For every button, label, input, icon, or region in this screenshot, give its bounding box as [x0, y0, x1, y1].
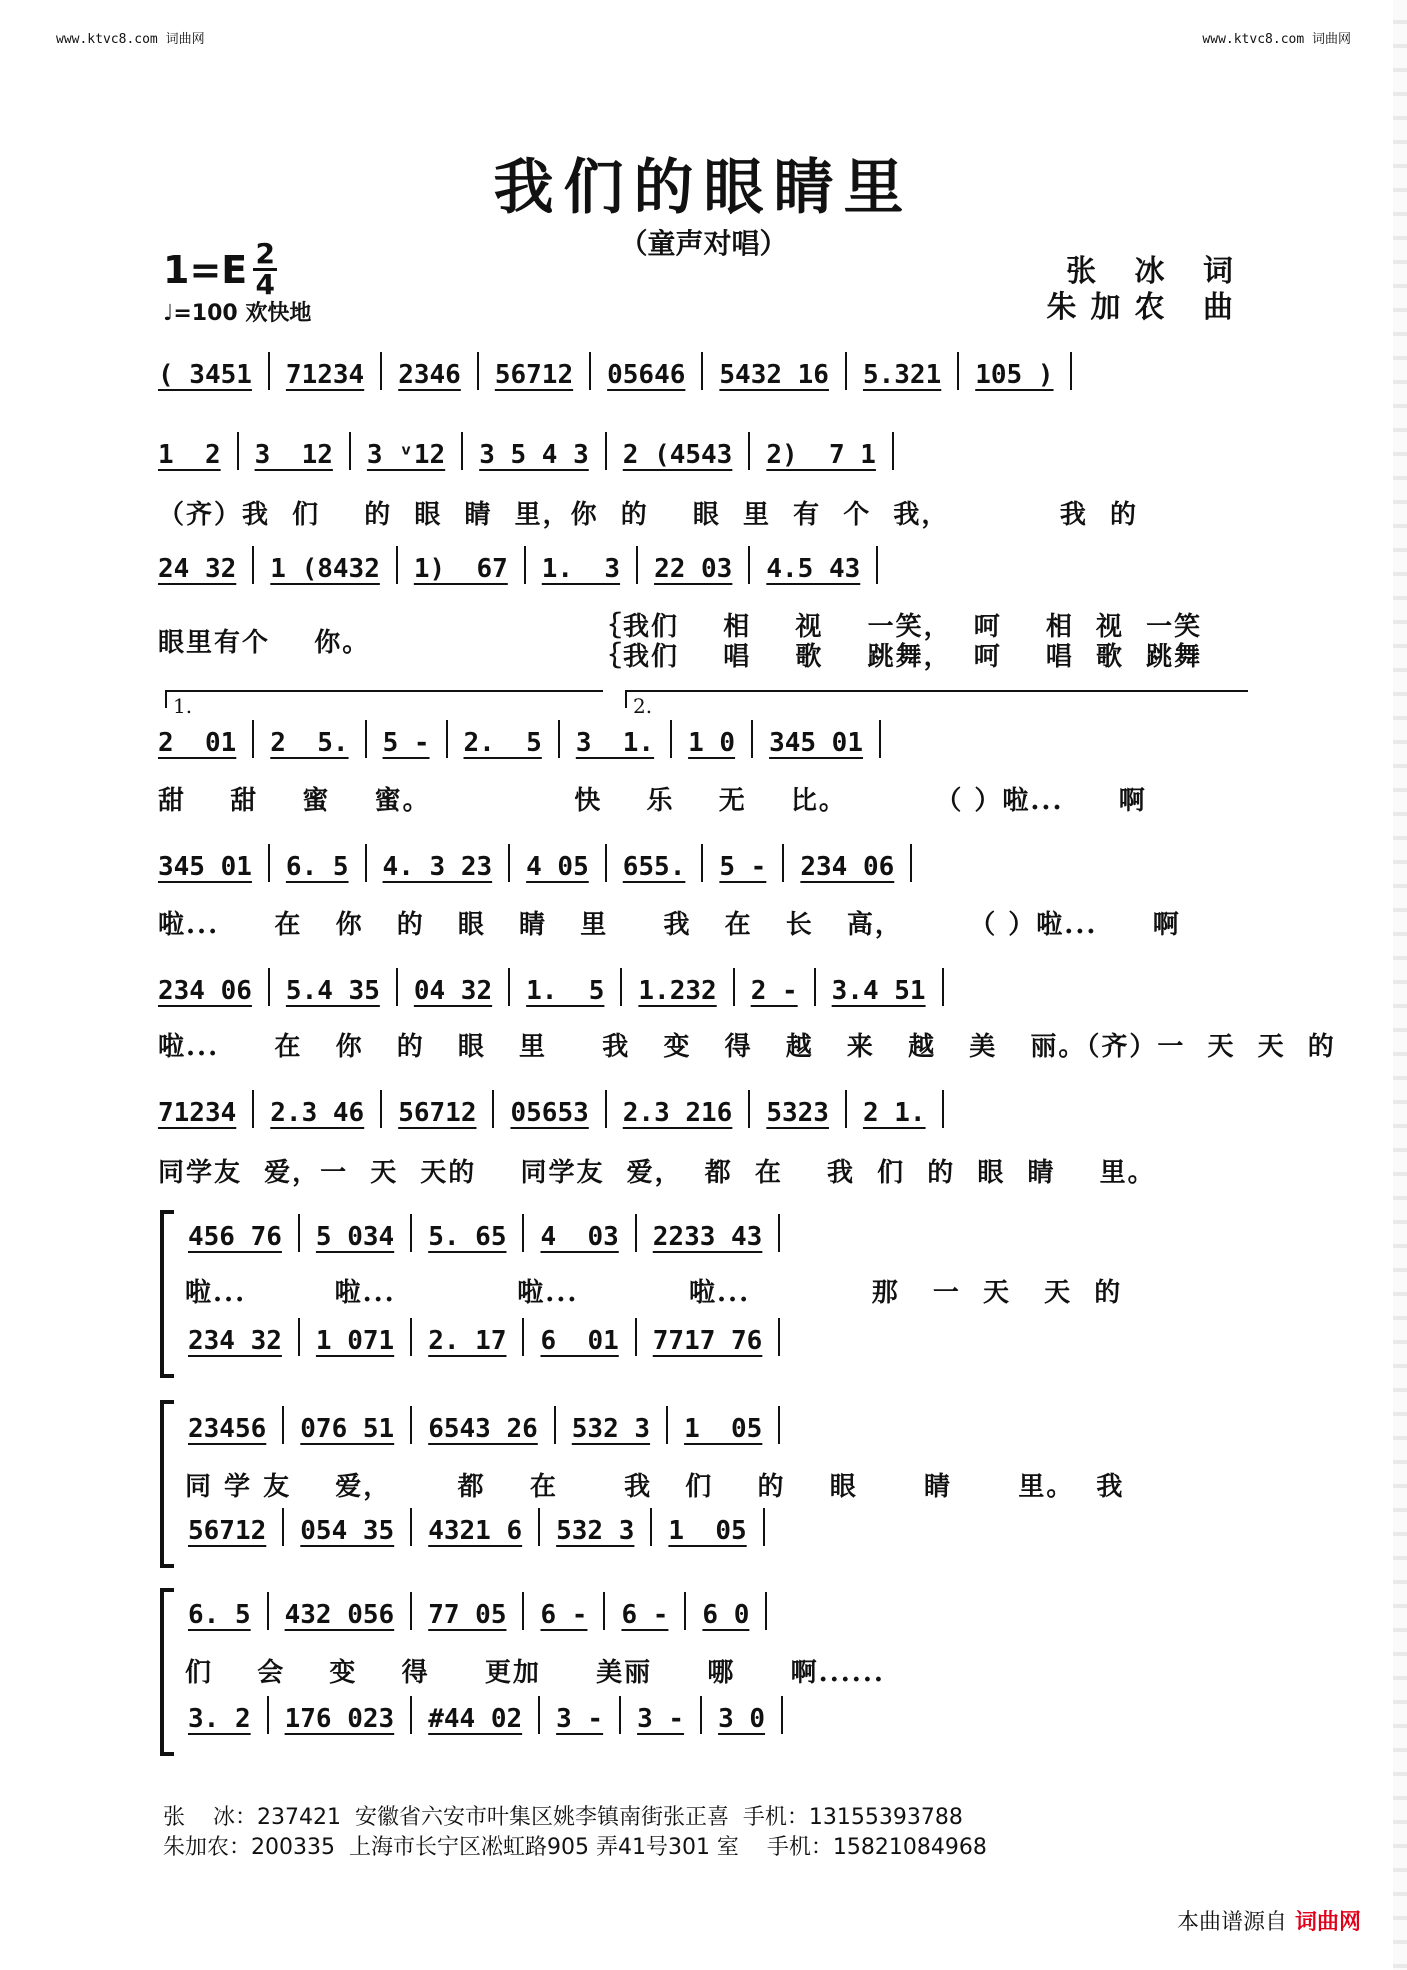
- measure: 2. 17: [428, 1326, 507, 1356]
- measure: 2 5.: [270, 728, 349, 758]
- volta-first-ending: 1.: [165, 690, 603, 708]
- barline: [477, 352, 479, 390]
- measure: 3.4 51: [831, 976, 926, 1006]
- measure: 56712: [398, 1098, 477, 1128]
- barline: [733, 968, 735, 1006]
- lyric-line: 啦... 在 你 的 眼 里 我 变 得 越 来 越 美 丽。（齐）一 天 天 的: [158, 1032, 1336, 1062]
- key-signature: [163, 237, 277, 301]
- measure: 3. 2: [188, 1704, 251, 1734]
- barline: [748, 1090, 750, 1128]
- footer-source-text: 本曲谱源自: [1176, 1910, 1287, 1935]
- key-label: 1=E: [163, 247, 248, 292]
- lyric-line: ｛我们 唱 歌 跳舞， 呵 唱 歌 跳舞: [595, 642, 1203, 672]
- measure: 1 071: [315, 1326, 395, 1356]
- barline: [522, 1318, 524, 1356]
- barline: [684, 1592, 686, 1630]
- barline: [876, 546, 878, 584]
- barline: [558, 720, 560, 758]
- notation-row: [158, 968, 1252, 1006]
- barline: [282, 1406, 284, 1444]
- measure: 1) 67: [413, 554, 508, 584]
- barline: [781, 1696, 783, 1734]
- barline: [670, 720, 672, 758]
- barline: [267, 1696, 269, 1734]
- measure: 1 0: [688, 728, 736, 758]
- measure: 234 06: [158, 976, 252, 1006]
- footer-brand: 词曲网: [1294, 1910, 1361, 1935]
- measure: 71234: [158, 1098, 237, 1128]
- notation-row: [158, 720, 1252, 758]
- measure: 2.3 216: [622, 1098, 733, 1128]
- measure: 176 023: [284, 1704, 395, 1734]
- volta-second-ending: 2.: [625, 690, 1248, 708]
- lyric-line: （齐）我 们 的 眼 睛 里，你 的 眼 里 有 个 我， 我 的: [158, 500, 1138, 530]
- barline: [603, 1592, 605, 1630]
- barline: [619, 1696, 621, 1734]
- measure: 4 05: [526, 852, 589, 882]
- barline: [410, 1592, 412, 1630]
- barline: [782, 844, 784, 882]
- barline: [957, 352, 959, 390]
- barline: [446, 720, 448, 758]
- barline: [524, 546, 526, 584]
- barline: [635, 1318, 637, 1356]
- measure: 24 32: [158, 554, 237, 584]
- barline: [605, 432, 607, 470]
- measure: 5.321: [862, 360, 942, 390]
- source-footer: [1177, 1905, 1361, 1936]
- barline: [701, 844, 703, 882]
- tempo-marking: ♩=100 欢快地: [163, 301, 312, 326]
- contact-lyricist: 张 冰：237421 安徽省六安市叶集区姚李镇南街张正喜 手机：13155393788: [163, 1805, 963, 1830]
- measure: 1 05: [684, 1414, 763, 1444]
- barline: [410, 1508, 412, 1546]
- song-title: 我们的眼睛里: [493, 153, 914, 223]
- measure: #44 02: [428, 1704, 523, 1734]
- measure: 3 0: [718, 1704, 766, 1734]
- measure: 3 -: [637, 1704, 685, 1734]
- lyricist-credit: 张 冰 词: [1066, 254, 1247, 289]
- composer-credit: 朱加农 曲: [1046, 290, 1247, 325]
- header-site-left: www.ktvc8.com 词曲网: [56, 32, 205, 47]
- measure: 432 056: [284, 1600, 395, 1630]
- lyric-line: 们 会 变 得 更加 美丽 哪 啊......: [185, 1658, 885, 1688]
- barline: [666, 1406, 668, 1444]
- notation-row: [188, 1696, 1252, 1734]
- measure: 4.5 43: [766, 554, 861, 584]
- measure: 1 05: [668, 1516, 747, 1546]
- measure: 56712: [188, 1516, 267, 1546]
- barline: [778, 1214, 780, 1252]
- barline: [268, 968, 270, 1006]
- barline: [508, 844, 510, 882]
- barline: [410, 1406, 412, 1444]
- barline: [461, 432, 463, 470]
- barline: [380, 1090, 382, 1128]
- duet-bracket: [160, 1400, 174, 1568]
- measure: 345 01: [769, 728, 863, 758]
- barline: [700, 1696, 702, 1734]
- measure: 2 -: [750, 976, 798, 1006]
- barline: [892, 432, 894, 470]
- measure: 234 06: [800, 852, 895, 882]
- barline: [237, 432, 239, 470]
- measure: 3 12: [254, 440, 333, 470]
- barline: [589, 352, 591, 390]
- notation-row: [188, 1406, 1252, 1444]
- notation-row: [188, 1592, 1252, 1630]
- barline: [763, 1508, 765, 1546]
- barline: [748, 432, 750, 470]
- measure: 6 -: [621, 1600, 669, 1630]
- measure: 7717 76: [652, 1326, 763, 1356]
- page-edge-watermark: [1393, 0, 1407, 1970]
- measure: 5 -: [382, 728, 430, 758]
- lyric-line: 啦... 在 你 的 眼 睛 里 我 在 长 高， （ ）啦... 啊: [158, 910, 1181, 940]
- barline: [252, 546, 254, 584]
- barline: [845, 1090, 847, 1128]
- duet-bracket: [160, 1588, 174, 1756]
- measure: 6 -: [540, 1600, 588, 1630]
- measure: 6 01: [540, 1326, 619, 1356]
- barline: [298, 1318, 300, 1356]
- barline: [620, 968, 622, 1006]
- barline: [252, 1090, 254, 1128]
- barline: [298, 1214, 300, 1252]
- time-signature: [253, 237, 277, 301]
- barline: [410, 1214, 412, 1252]
- measure: 3 ᵛ12: [366, 440, 446, 470]
- measure: 054 35: [300, 1516, 395, 1546]
- measure: 655.: [622, 852, 686, 882]
- measure: 3 5 4 3: [479, 440, 589, 470]
- barline: [778, 1318, 780, 1356]
- barline: [365, 720, 367, 758]
- barline: [845, 352, 847, 390]
- barline: [508, 968, 510, 1006]
- barline: [349, 432, 351, 470]
- measure: 5 -: [719, 852, 767, 882]
- barline: [380, 352, 382, 390]
- barline: [268, 844, 270, 882]
- measure: 5432 16: [719, 360, 829, 390]
- barline: [252, 720, 254, 758]
- lyric-line: 同 学 友 爱， 都 在 我 们 的 眼 睛 里。 我: [185, 1472, 1125, 1502]
- measure: 456 76: [188, 1222, 282, 1252]
- barline: [942, 968, 944, 1006]
- measure: 1 2: [158, 440, 221, 470]
- measure: 5 034: [315, 1222, 395, 1252]
- measure: 1.232: [638, 976, 717, 1006]
- lyric-line: 甜 甜 蜜 蜜。 快 乐 无 比。 （ ）啦... 啊: [158, 786, 1147, 816]
- lyric-line: 眼里有个 你。: [158, 628, 371, 658]
- measure: 23456: [188, 1414, 267, 1444]
- measure: 3 1.: [575, 728, 655, 758]
- barline: [636, 546, 638, 584]
- measure: 2233 43: [652, 1222, 763, 1252]
- measure: 22 03: [654, 554, 733, 584]
- measure: 105 ): [975, 360, 1054, 390]
- meter-bottom: 4: [255, 268, 275, 301]
- measure: 6 0: [702, 1600, 750, 1630]
- notation-row: [158, 352, 1252, 390]
- meter-top: 2: [255, 237, 275, 270]
- measure: 6. 5: [188, 1600, 251, 1630]
- measure: 6543 26: [428, 1414, 538, 1444]
- barline: [410, 1318, 412, 1356]
- measure: 5323: [766, 1098, 829, 1128]
- measure: 2) 7 1: [766, 440, 876, 470]
- notation-row: [188, 1214, 1252, 1252]
- barline: [538, 1508, 540, 1546]
- measure: ( 3451: [158, 360, 252, 390]
- measure: 4. 3 23: [382, 852, 493, 882]
- barline: [396, 968, 398, 1006]
- barline: [650, 1508, 652, 1546]
- measure: 71234: [285, 360, 365, 390]
- measure: 345 01: [158, 852, 252, 882]
- notation-row: [188, 1508, 1252, 1546]
- barline: [748, 546, 750, 584]
- measure: 56712: [494, 360, 574, 390]
- barline: [410, 1696, 412, 1734]
- measure: 5.4 35: [285, 976, 380, 1006]
- lyric-line: 同学友 爱，一 天 天的 同学友 爱， 都 在 我 们 的 眼 睛 里。: [158, 1158, 1156, 1188]
- notation-row: [188, 1318, 1252, 1356]
- header-site-right: www.ktvc8.com 词曲网: [1202, 32, 1351, 47]
- measure: 1. 5: [526, 976, 605, 1006]
- barline: [701, 352, 703, 390]
- barline: [1070, 352, 1072, 390]
- barline: [765, 1592, 767, 1630]
- barline: [778, 1406, 780, 1444]
- barline: [492, 1090, 494, 1128]
- notation-row: [158, 432, 1252, 470]
- barline: [554, 1406, 556, 1444]
- measure: 5. 65: [428, 1222, 507, 1252]
- barline: [396, 546, 398, 584]
- contact-composer: 朱加农：200335 上海市长宁区凇虹路905 弄41号301 室 手机：15821084968: [163, 1835, 987, 1860]
- notation-row: [158, 1090, 1252, 1128]
- measure: 2346: [398, 360, 461, 390]
- measure: 532 3: [571, 1414, 651, 1444]
- measure: 3 -: [556, 1704, 604, 1734]
- measure: 77 05: [428, 1600, 507, 1630]
- measure: 076 51: [300, 1414, 395, 1444]
- barline: [605, 844, 607, 882]
- measure: 2.3 46: [270, 1098, 365, 1128]
- measure: 6. 5: [285, 852, 349, 882]
- barline: [522, 1592, 524, 1630]
- measure: 4 03: [540, 1222, 619, 1252]
- measure: 04 32: [413, 976, 493, 1006]
- measure: 1. 3: [541, 554, 621, 584]
- measure: 532 3: [556, 1516, 635, 1546]
- duet-bracket: [160, 1210, 174, 1378]
- measure: 4321 6: [428, 1516, 523, 1546]
- notation-row: [158, 844, 1252, 882]
- measure: 234 32: [188, 1326, 282, 1356]
- lyric-line: 啦... 啦... 啦... 啦... 那 一 天 天 的: [185, 1278, 1123, 1308]
- barline: [268, 352, 270, 390]
- measure: 2 (4543: [622, 440, 733, 470]
- measure: 2 1.: [862, 1098, 926, 1128]
- lyric-line: ｛我们 相 视 一笑， 呵 相 视 一笑: [595, 612, 1203, 642]
- barline: [522, 1214, 524, 1252]
- barline: [267, 1592, 269, 1630]
- measure: 1 (8432: [270, 554, 380, 584]
- barline: [365, 844, 367, 882]
- song-subtitle: （童声对唱）: [619, 227, 788, 260]
- measure: 05653: [510, 1098, 589, 1128]
- barline: [879, 720, 881, 758]
- barline: [282, 1508, 284, 1546]
- measure: 2. 5: [463, 728, 542, 758]
- measure: 05646: [607, 360, 686, 390]
- barline: [538, 1696, 540, 1734]
- notation-row: [158, 546, 1252, 584]
- barline: [751, 720, 753, 758]
- barline: [942, 1090, 944, 1128]
- barline: [910, 844, 912, 882]
- barline: [814, 968, 816, 1006]
- barline: [605, 1090, 607, 1128]
- measure: 2 01: [158, 728, 237, 758]
- barline: [635, 1214, 637, 1252]
